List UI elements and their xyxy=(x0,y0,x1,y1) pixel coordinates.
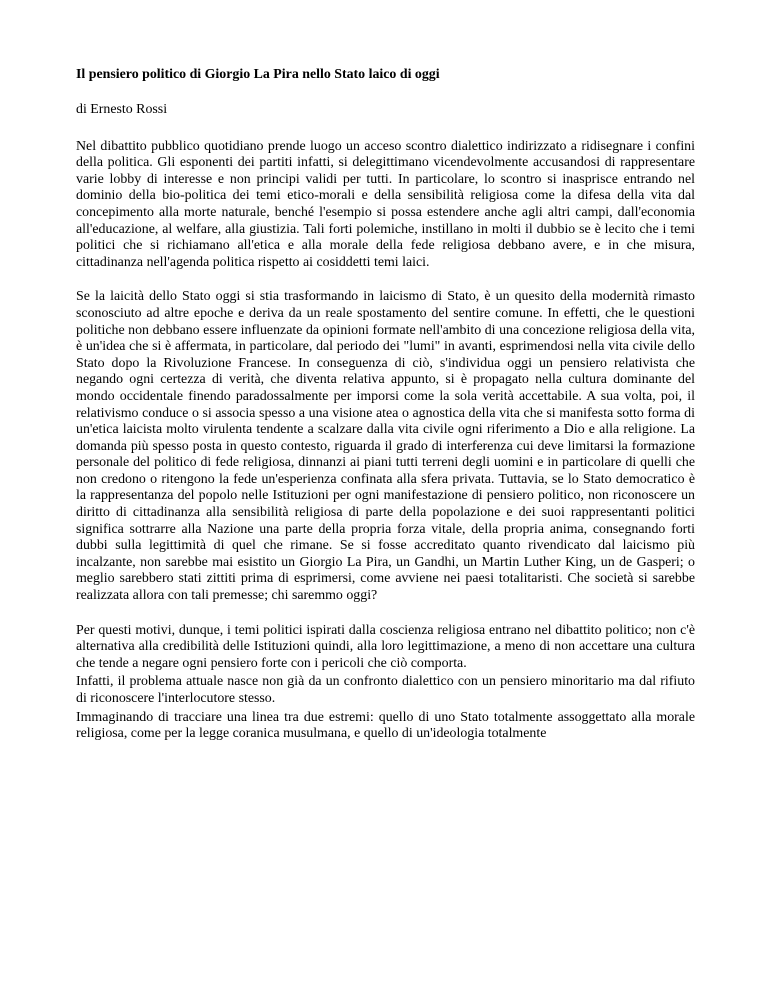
document-author: di Ernesto Rossi xyxy=(76,102,168,117)
paragraph-5: Immaginando di tracciare una linea tra due estremi: quello di uno Stato totalmente assoggettato alla morale religiosa, come per la legge coranica musulmana, e quello di un'ideologia totalmente xyxy=(76,709,695,742)
paragraph-4: Infatti, il problema attuale nasce non già da un confronto dialettico con un pensiero minoritario ma dal rifiuto di riconoscere l'interlocutore stesso. xyxy=(76,674,695,706)
paragraph-1: Nel dibattito pubblico quotidiano prende luogo un acceso scontro dialettico indirizzato a ridisegnare i confini della politica. Gli esponenti dei partiti infatti, si delegittimano vicendevolmente accusandosi di rappresentare varie lobby di interesse e non principi validi per tutti. In particolare, lo scontro si inasprisce entrando nel dominio della bio-politica dei temi etico-morali e della sensibilità religiosa come la difesa della vita dal concepimento alla morte naturale, benché l'esempio si possa estendere anche agli altri campi, dall'economia all'educazione, al welfare, alla giustizia. Tali forti polemiche, instillano in molti il dubbio se è lecito che i temi politici che si richiamano all'etica e alla morale della fede religiosa debbano avere, e in che misura, cittadinanza nell'agenda politica rispetto ai cosiddetti temi laici. xyxy=(76,138,695,270)
document-body xyxy=(76,66,695,743)
paragraph-2: Se la laicità dello Stato oggi si stia trasformando in laicismo di Stato, è un quesito della modernità rimasto sconosciuto ad altre epoche e deriva da un reale spostamento del sentire comune. In effetti, che le questioni politiche non debbano essere influenzate da opinioni formate nell'ambito di una concezione religiosa della vita, è un'idea che si è affermata, in particolare, dal periodo dei "lumi" in avanti, esprimendosi nella vita civile dello Stato dopo la Rivoluzione Francese. In conseguenza di ciò, s'individua oggi un pensiero relativista che negando ogni certezza di verità, che diventa relativa appunto, si è propagato nella cultura dominante del mondo occidentale finendo paradossalmente per imporsi come la sola verità accettabile. A sua volta, poi, il relativismo conduce o si associa spesso a una visione atea o agnostica della vita che si manifesta sotto forma di un'etica laicista molto virulenta tendente a scalzare dalla vita civile ogni riferimento a Dio e alla religione. La domanda più spesso posta in questo contesto, riguarda il grado di interferenza cui deve limitarsi la formazione personale del politico di fede religiosa, dinnanzi ai piani tutti terreni degli uomini e in particolare di quelli che non credono o ritengono la fede un'esperienza confinata alla sfera privata. Tuttavia, se lo Stato democratico è la rappresentanza del popolo nelle Istituzioni per ogni manifestazione di pensiero politico, non riconoscere un diritto di cittadinanza alla sensibilità religiosa di parte della popolazione e dei suoi rappresentanti politici significa sottrarre alla Nazione una parte della propria forza vitale, della propria anima, consegnando forti dubbi sulla legittimità di quel che rimane. Se si fosse accreditato quanto rivendicato dal laicismo più incalzante, non sarebbe mai esistito un Giorgio La Pira, un Gandhi, un Martin Luther King, un de Gasperi; o meglio sarebbero stati zittiti prima di esprimersi, come avviene nei paesi totalitaristi. Che società si sarebbe realizzata allora con tali premesse; chi saremmo oggi? xyxy=(76,289,695,604)
paragraph-3: Per questi motivi, dunque, i temi politici ispirati dalla coscienza religiosa entrano nel dibattito politico; non c'è alternativa alla credibilità delle Istituzioni quindi, alla loro legittimazione, a meno di non accettare una cultura che tende a negare ogni pensiero forte con i pericoli che ciò comporta. xyxy=(76,622,695,671)
document-title: Il pensiero politico di Giorgio La Pira nello Stato laico di oggi xyxy=(76,67,440,82)
